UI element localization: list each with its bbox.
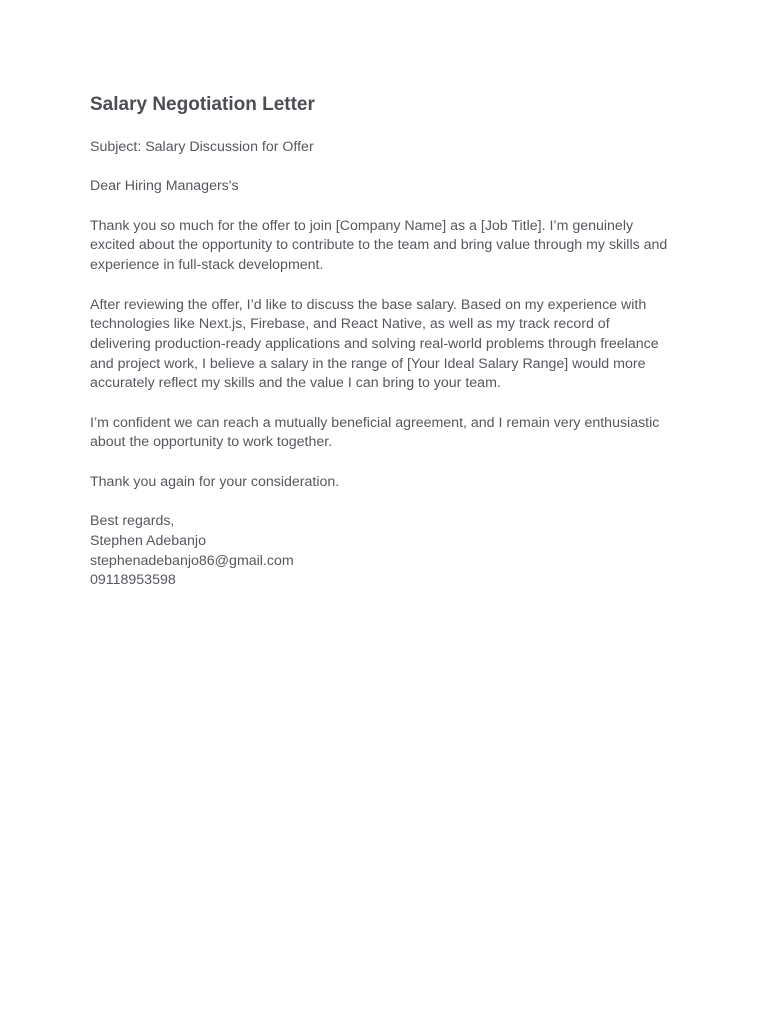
paragraph-thanks-again: [90, 473, 690, 493]
paragraph-offer-thanks: [90, 217, 690, 276]
signature-phone: 09118953598: [90, 572, 176, 589]
letter-salutation: [90, 177, 690, 197]
paragraph-line: I’m confident we can reach a mutually beneficial agreement, and I remain very enthusiastic: [90, 414, 660, 431]
closing-line: Best regards,: [90, 513, 175, 530]
paragraph-line: excited about the opportunity to contribute to the team and bring value through my skills and: [90, 237, 668, 254]
salutation-line: Dear Hiring Managers's: [90, 178, 239, 195]
letter-title: Salary Negotiation Letter: [90, 94, 315, 115]
signature-block: [90, 512, 690, 591]
paragraph-line: about the opportunity to work together.: [90, 434, 333, 451]
signature-name: Stephen Adebanjo: [90, 532, 206, 549]
paragraph-line: experience in full-stack development.: [90, 257, 324, 274]
paragraph-line: and project work, I believe a salary in the range of [Your Ideal Salary Range] would more: [90, 355, 646, 372]
letter-page: [90, 92, 690, 591]
paragraph-line: Thank you so much for the offer to join [Company Name] as a [Job Title]. I’m genuinely: [90, 217, 634, 234]
paragraph-line: After reviewing the offer, I’d like to discuss the base salary. Based on my experience with: [90, 296, 647, 313]
signature-email: stephenadebanjo86@gmail.com: [90, 552, 294, 569]
paragraph-line: delivering production-ready applications and solving real-world problems through freelance: [90, 335, 659, 352]
paragraph-line: accurately reflect my skills and the value I can bring to your team.: [90, 375, 501, 392]
paragraph-line: technologies like Next.js, Firebase, and React Native, as well as my track record of: [90, 316, 610, 333]
paragraph-confidence: [90, 414, 690, 453]
paragraph-line: Thank you again for your consideration.: [90, 473, 340, 490]
letter-subject: [90, 138, 690, 158]
paragraph-salary-discussion: [90, 296, 690, 395]
subject-line: Subject: Salary Discussion for Offer: [90, 139, 314, 155]
